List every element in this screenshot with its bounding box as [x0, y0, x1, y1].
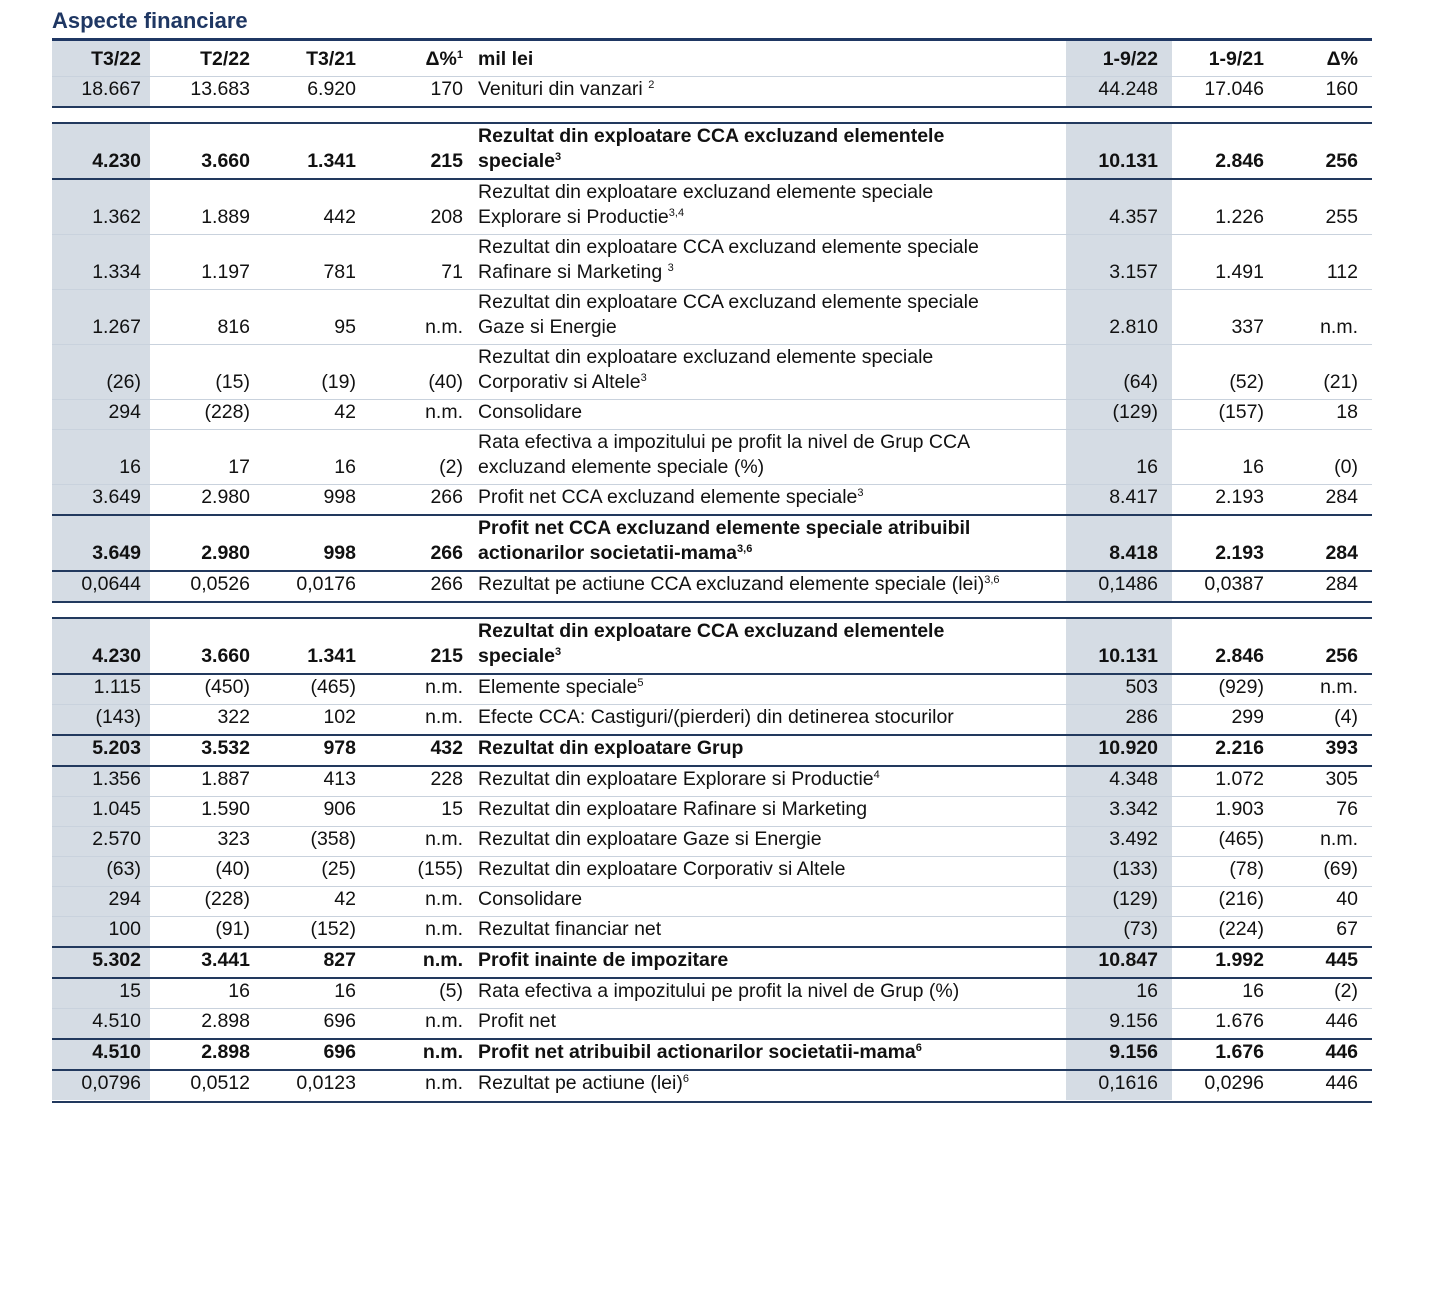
value-cell: 1.197	[150, 235, 256, 290]
value-cell: 10.847	[1066, 947, 1172, 978]
row-label-line1: Rezultat din exploatare excluzand elemente speciale	[478, 346, 934, 368]
value-cell: 6.920	[256, 77, 362, 108]
row-label-text: actionarilor societatii-mama	[478, 542, 738, 564]
value-cell: (228)	[150, 887, 256, 917]
row-label	[469, 1070, 1066, 1100]
row-label-text: Rezultat din exploatare Gaze si Energie	[478, 828, 822, 850]
value-cell: (63)	[52, 857, 150, 887]
value-cell: 1.267	[52, 290, 150, 345]
row-label-text: Rezultat financiar net	[478, 918, 662, 940]
value-cell: 0,0176	[256, 571, 362, 602]
value-cell: 4.230	[52, 123, 150, 179]
value-cell: 208	[362, 179, 469, 235]
value-cell: (358)	[256, 827, 362, 857]
value-cell: 1.992	[1172, 947, 1278, 978]
header-9m-22: 1-9/22	[1066, 40, 1172, 77]
value-cell: (78)	[1172, 857, 1278, 887]
value-cell: 16	[1066, 978, 1172, 1009]
value-cell: (2)	[1278, 978, 1372, 1009]
page-title: Aspecte financiare	[52, 8, 248, 33]
value-cell: 3.649	[52, 515, 150, 571]
value-cell: 827	[256, 947, 362, 978]
table-row	[52, 735, 1372, 766]
value-cell: (15)	[150, 345, 256, 400]
value-cell: 2.898	[150, 1009, 256, 1040]
value-cell: n.m.	[1278, 674, 1372, 705]
row-label	[469, 77, 1066, 108]
value-cell: 299	[1172, 705, 1278, 736]
row-label-text: Rata efectiva a impozitului pe profit la nivel de Grup (%)	[478, 980, 960, 1002]
value-cell: 42	[256, 400, 362, 430]
table-row	[52, 947, 1372, 978]
table-row	[52, 1039, 1372, 1070]
table-header-row	[52, 40, 1372, 77]
footnote-ref: 5	[637, 677, 644, 689]
value-cell: 215	[362, 123, 469, 179]
value-cell: (2)	[362, 430, 469, 485]
value-cell: 16	[52, 430, 150, 485]
row-label	[469, 179, 1066, 235]
value-cell: 432	[362, 735, 469, 766]
value-cell: 1.362	[52, 179, 150, 235]
row-label-line1: Profit net CCA excluzand elemente speciale atribuibil	[478, 517, 971, 539]
value-cell: (224)	[1172, 917, 1278, 948]
header-delta-q	[362, 40, 469, 77]
value-cell: (73)	[1066, 917, 1172, 948]
value-cell: 102	[256, 705, 362, 736]
row-label	[469, 887, 1066, 917]
value-cell: n.m.	[362, 400, 469, 430]
value-cell: 284	[1278, 485, 1372, 516]
row-label-text: Efecte CCA: Castiguri/(pierderi) din detinerea stocurilor	[478, 706, 954, 728]
row-label-text: Rezultat din exploatare Rafinare si Marketing	[478, 798, 868, 820]
value-cell: 4.230	[52, 618, 150, 674]
value-cell: 0,0526	[150, 571, 256, 602]
table-row	[52, 618, 1372, 674]
value-cell: (157)	[1172, 400, 1278, 430]
value-cell: 95	[256, 290, 362, 345]
value-cell: 1.072	[1172, 766, 1278, 797]
row-label-text: Profit inainte de impozitare	[478, 949, 729, 971]
row-label	[469, 766, 1066, 797]
value-cell: 170	[362, 77, 469, 108]
value-cell: 256	[1278, 123, 1372, 179]
value-cell: 255	[1278, 179, 1372, 235]
value-cell: 18.667	[52, 77, 150, 108]
table-row	[52, 857, 1372, 887]
row-label	[469, 515, 1066, 571]
value-cell: 3.342	[1066, 797, 1172, 827]
value-cell: (0)	[1278, 430, 1372, 485]
value-cell: 76	[1278, 797, 1372, 827]
value-cell: 337	[1172, 290, 1278, 345]
value-cell: 4.510	[52, 1039, 150, 1070]
table-row	[52, 123, 1372, 179]
value-cell: n.m.	[362, 917, 469, 948]
row-label	[469, 345, 1066, 400]
value-cell: 9.156	[1066, 1009, 1172, 1040]
value-cell: 1.226	[1172, 179, 1278, 235]
value-cell: 5.203	[52, 735, 150, 766]
value-cell: 16	[256, 978, 362, 1009]
value-cell: 266	[362, 485, 469, 516]
value-cell: 1.887	[150, 766, 256, 797]
table-row	[52, 1009, 1372, 1040]
table-row	[52, 887, 1372, 917]
financial-table	[52, 38, 1372, 1100]
row-label-text: Profit net CCA excluzand elemente speciale	[478, 486, 858, 508]
row-label-text: speciale	[478, 150, 555, 172]
header-t3-22: T3/22	[52, 40, 150, 77]
value-cell: 42	[256, 887, 362, 917]
row-label	[469, 1009, 1066, 1040]
value-cell: (5)	[362, 978, 469, 1009]
value-cell: 446	[1278, 1070, 1372, 1100]
value-cell: 0,0296	[1172, 1070, 1278, 1100]
value-cell: 10.920	[1066, 735, 1172, 766]
row-label-text: Rezultat din exploatare Corporativ si Altele	[478, 858, 846, 880]
table-row	[52, 235, 1372, 290]
value-cell: 0,0796	[52, 1070, 150, 1100]
value-cell: 15	[362, 797, 469, 827]
value-cell: n.m.	[362, 1039, 469, 1070]
value-cell: 0,1486	[1066, 571, 1172, 602]
value-cell: 17.046	[1172, 77, 1278, 108]
value-cell: (129)	[1066, 400, 1172, 430]
value-cell: (155)	[362, 857, 469, 887]
header-delta-9m: Δ%	[1278, 40, 1372, 77]
value-cell: 998	[256, 515, 362, 571]
table-row	[52, 77, 1372, 108]
value-cell: 100	[52, 917, 150, 948]
value-cell: n.m.	[362, 674, 469, 705]
value-cell: (450)	[150, 674, 256, 705]
value-cell: 3.660	[150, 123, 256, 179]
value-cell: 16	[256, 430, 362, 485]
value-cell: 4.357	[1066, 179, 1172, 235]
value-cell: 3.441	[150, 947, 256, 978]
value-cell: 1.341	[256, 618, 362, 674]
footnote-ref: 3	[667, 262, 674, 274]
value-cell: 4.348	[1066, 766, 1172, 797]
footnote-ref: 3,6	[984, 574, 1000, 586]
row-label	[469, 827, 1066, 857]
row-label	[469, 797, 1066, 827]
value-cell: 978	[256, 735, 362, 766]
value-cell: 3.532	[150, 735, 256, 766]
value-cell: 8.418	[1066, 515, 1172, 571]
row-label-line1: Rata efectiva a impozitului pe profit la nivel de Grup CCA	[478, 431, 971, 453]
footnote-ref: 4	[873, 769, 880, 781]
value-cell: (26)	[52, 345, 150, 400]
value-cell: (40)	[362, 345, 469, 400]
value-cell: 294	[52, 887, 150, 917]
value-cell: 3.492	[1066, 827, 1172, 857]
header-t3-21: T3/21	[256, 40, 362, 77]
value-cell: 2.193	[1172, 515, 1278, 571]
value-cell: (25)	[256, 857, 362, 887]
row-label	[469, 123, 1066, 179]
value-cell: 323	[150, 827, 256, 857]
value-cell: 1.903	[1172, 797, 1278, 827]
value-cell: 2.846	[1172, 123, 1278, 179]
value-cell: 16	[150, 978, 256, 1009]
value-cell: 906	[256, 797, 362, 827]
value-cell: 816	[150, 290, 256, 345]
row-label-text: excluzand elemente speciale (%)	[478, 456, 765, 478]
value-cell: 256	[1278, 618, 1372, 674]
value-cell: 1.334	[52, 235, 150, 290]
footnote-ref: 3	[554, 646, 562, 658]
row-label-text: Gaze si Energie	[478, 316, 617, 338]
row-label	[469, 485, 1066, 516]
value-cell: 0,0644	[52, 571, 150, 602]
row-label	[469, 705, 1066, 736]
row-label-text: Venituri din vanzari	[478, 78, 649, 100]
value-cell: (69)	[1278, 857, 1372, 887]
table-row	[52, 827, 1372, 857]
value-cell: (91)	[150, 917, 256, 948]
value-cell: 4.510	[52, 1009, 150, 1040]
row-label	[469, 947, 1066, 978]
value-cell: 1.045	[52, 797, 150, 827]
value-cell: 0,0512	[150, 1070, 256, 1100]
value-cell: (152)	[256, 917, 362, 948]
value-cell: 112	[1278, 235, 1372, 290]
row-label-line1: Rezultat din exploatare CCA excluzand elemente speciale	[478, 236, 979, 258]
footnote-ref: 6	[915, 1042, 922, 1054]
value-cell: 16	[1066, 430, 1172, 485]
row-label-text: Consolidare	[478, 401, 583, 423]
value-cell: 1.889	[150, 179, 256, 235]
value-cell: 15	[52, 978, 150, 1009]
header-unit: mil lei	[469, 40, 1066, 77]
row-label	[469, 857, 1066, 887]
value-cell: 160	[1278, 77, 1372, 108]
value-cell: (64)	[1066, 345, 1172, 400]
row-label-text: Explorare si Productie	[478, 206, 669, 228]
value-cell: 266	[362, 571, 469, 602]
row-label-text: Consolidare	[478, 888, 583, 910]
value-cell: 1.341	[256, 123, 362, 179]
row-label	[469, 735, 1066, 766]
value-cell: 9.156	[1066, 1039, 1172, 1070]
value-cell: 446	[1278, 1009, 1372, 1040]
value-cell: 8.417	[1066, 485, 1172, 516]
value-cell: 2.193	[1172, 485, 1278, 516]
value-cell: 998	[256, 485, 362, 516]
row-label-line1: Rezultat din exploatare CCA excluzand elemente speciale	[478, 291, 979, 313]
value-cell: 393	[1278, 735, 1372, 766]
row-label-text: Rafinare si Marketing	[478, 261, 668, 283]
value-cell: 16	[1172, 430, 1278, 485]
row-label-text: Rezultat din exploatare Explorare si Productie	[478, 768, 874, 790]
table-row	[52, 430, 1372, 485]
table-row	[52, 515, 1372, 571]
value-cell: 1.676	[1172, 1039, 1278, 1070]
value-cell: 294	[52, 400, 150, 430]
value-cell: n.m.	[1278, 290, 1372, 345]
value-cell: 284	[1278, 515, 1372, 571]
row-label-text: Rezultat pe actiune (lei)	[478, 1072, 683, 1094]
value-cell: 2.898	[150, 1039, 256, 1070]
value-cell: 1.115	[52, 674, 150, 705]
value-cell: 3.157	[1066, 235, 1172, 290]
table-bottom-rule	[52, 1101, 1372, 1103]
value-cell: (133)	[1066, 857, 1172, 887]
value-cell: n.m.	[362, 1070, 469, 1100]
value-cell: 781	[256, 235, 362, 290]
value-cell: 266	[362, 515, 469, 571]
footnote-ref: 3	[640, 372, 647, 384]
row-label-text: speciale	[478, 645, 555, 667]
table-row	[52, 1070, 1372, 1100]
footnote-ref: 2	[648, 79, 655, 91]
value-cell: 413	[256, 766, 362, 797]
row-label	[469, 618, 1066, 674]
row-label-text: Rezultat pe actiune CCA excluzand elemente speciale (lei)	[478, 573, 985, 595]
value-cell: (40)	[150, 857, 256, 887]
row-label	[469, 400, 1066, 430]
value-cell: 16	[1172, 978, 1278, 1009]
value-cell: n.m.	[362, 705, 469, 736]
value-cell: 1.491	[1172, 235, 1278, 290]
row-label-text: Corporativ si Altele	[478, 371, 641, 393]
row-label-text: Profit net atribuibil actionarilor societatii-mama	[478, 1041, 916, 1063]
section-divider	[52, 602, 1372, 618]
header-delta-q-sup: 1	[456, 49, 463, 61]
footnote-ref: 6	[682, 1073, 689, 1085]
value-cell: 0,0387	[1172, 571, 1278, 602]
footnote-ref: 3,4	[668, 207, 685, 219]
value-cell: 0,1616	[1066, 1070, 1172, 1100]
value-cell: 284	[1278, 571, 1372, 602]
table-row	[52, 400, 1372, 430]
value-cell: (228)	[150, 400, 256, 430]
value-cell: 503	[1066, 674, 1172, 705]
value-cell: n.m.	[1278, 827, 1372, 857]
table-row	[52, 571, 1372, 602]
value-cell: 3.660	[150, 618, 256, 674]
value-cell: (129)	[1066, 887, 1172, 917]
row-label-text: Rezultat din exploatare Grup	[478, 737, 744, 759]
value-cell: (465)	[1172, 827, 1278, 857]
footnote-ref: 3	[554, 151, 562, 163]
value-cell: 215	[362, 618, 469, 674]
row-label	[469, 978, 1066, 1009]
section-divider	[52, 107, 1372, 123]
value-cell: 1.676	[1172, 1009, 1278, 1040]
table-row	[52, 345, 1372, 400]
row-label	[469, 674, 1066, 705]
value-cell: 2.980	[150, 515, 256, 571]
table-row	[52, 674, 1372, 705]
table-row	[52, 766, 1372, 797]
value-cell: n.m.	[362, 827, 469, 857]
row-label-line1: Rezultat din exploatare CCA excluzand elementele	[478, 620, 945, 642]
footnote-ref: 3	[857, 487, 864, 499]
header-delta-q-text: Δ%	[425, 48, 457, 70]
table-row	[52, 705, 1372, 736]
value-cell: 10.131	[1066, 618, 1172, 674]
value-cell: 1.590	[150, 797, 256, 827]
row-label-line1: Rezultat din exploatare excluzand elemente speciale	[478, 181, 934, 203]
value-cell: 5.302	[52, 947, 150, 978]
header-t2-22: T2/22	[150, 40, 256, 77]
value-cell: 286	[1066, 705, 1172, 736]
value-cell: 442	[256, 179, 362, 235]
value-cell: (4)	[1278, 705, 1372, 736]
value-cell: 1.356	[52, 766, 150, 797]
table-row	[52, 485, 1372, 516]
table-row	[52, 797, 1372, 827]
value-cell: 2.846	[1172, 618, 1278, 674]
value-cell: 3.649	[52, 485, 150, 516]
value-cell: 446	[1278, 1039, 1372, 1070]
row-label	[469, 1039, 1066, 1070]
table-row	[52, 917, 1372, 948]
value-cell: 2.570	[52, 827, 150, 857]
row-label	[469, 430, 1066, 485]
value-cell: 17	[150, 430, 256, 485]
value-cell: (21)	[1278, 345, 1372, 400]
row-label	[469, 235, 1066, 290]
row-label-text: Profit net	[478, 1010, 557, 1032]
value-cell: 0,0123	[256, 1070, 362, 1100]
value-cell: (52)	[1172, 345, 1278, 400]
value-cell: 2.216	[1172, 735, 1278, 766]
value-cell: (143)	[52, 705, 150, 736]
row-label	[469, 290, 1066, 345]
value-cell: (216)	[1172, 887, 1278, 917]
value-cell: n.m.	[362, 947, 469, 978]
value-cell: 71	[362, 235, 469, 290]
row-label	[469, 571, 1066, 602]
value-cell: 696	[256, 1009, 362, 1040]
row-label-line1: Rezultat din exploatare CCA excluzand elementele	[478, 125, 945, 147]
table-row	[52, 179, 1372, 235]
value-cell: 10.131	[1066, 123, 1172, 179]
value-cell: 322	[150, 705, 256, 736]
value-cell: n.m.	[362, 290, 469, 345]
value-cell: (929)	[1172, 674, 1278, 705]
row-label-text: Elemente speciale	[478, 676, 638, 698]
table-row	[52, 290, 1372, 345]
value-cell: n.m.	[362, 887, 469, 917]
value-cell: 67	[1278, 917, 1372, 948]
value-cell: 2.980	[150, 485, 256, 516]
value-cell: 2.810	[1066, 290, 1172, 345]
value-cell: (465)	[256, 674, 362, 705]
value-cell: n.m.	[362, 1009, 469, 1040]
table-row	[52, 978, 1372, 1009]
value-cell: 445	[1278, 947, 1372, 978]
value-cell: (19)	[256, 345, 362, 400]
value-cell: 18	[1278, 400, 1372, 430]
value-cell: 40	[1278, 887, 1372, 917]
value-cell: 228	[362, 766, 469, 797]
header-9m-21: 1-9/21	[1172, 40, 1278, 77]
footnote-ref: 3,6	[737, 543, 753, 555]
row-label	[469, 917, 1066, 948]
value-cell: 13.683	[150, 77, 256, 108]
value-cell: 44.248	[1066, 77, 1172, 108]
value-cell: 305	[1278, 766, 1372, 797]
value-cell: 696	[256, 1039, 362, 1070]
